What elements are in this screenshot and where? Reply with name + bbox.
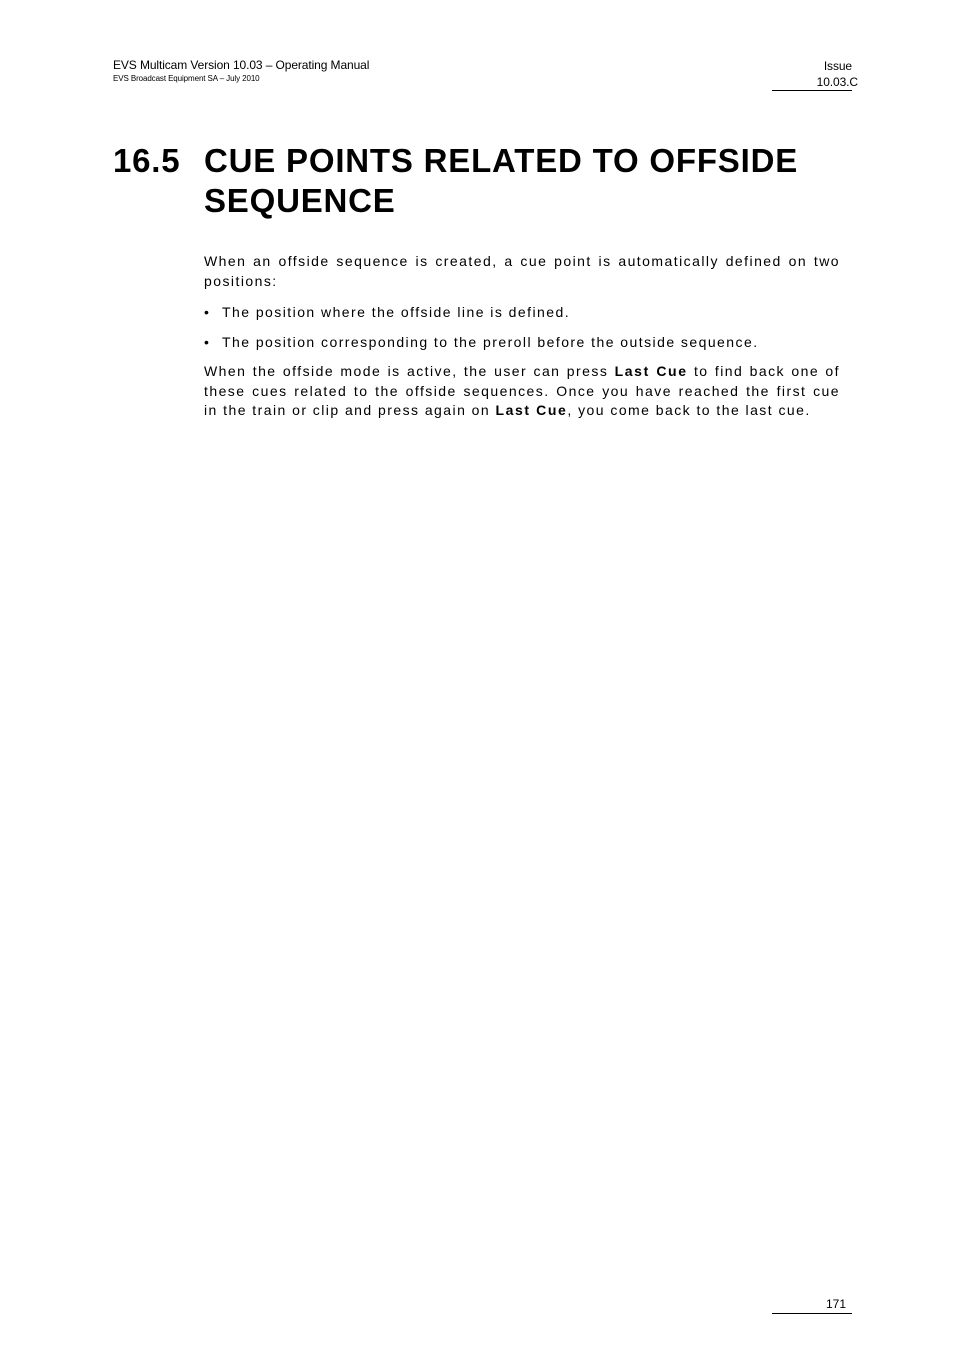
bullet-list — [204, 303, 844, 363]
last-cue-paragraph — [204, 362, 840, 421]
para2-text: When the offside mode is active, the user can press — [204, 363, 615, 379]
last-cue-keyword: Last Cue — [614, 363, 688, 379]
last-cue-keyword: Last Cue — [495, 402, 568, 418]
page-number: 171 — [825, 1297, 846, 1311]
bullet-text: The position corresponding to the preroll before the outside sequence. — [222, 334, 759, 350]
publisher-date: EVS Broadcast Equipment SA – July 2010 — [113, 74, 260, 83]
issue-block — [772, 58, 858, 90]
bullet-icon: • — [204, 304, 211, 320]
list-item — [204, 333, 844, 353]
footer-rule — [772, 1313, 852, 1314]
section-title: CUE POINTS RELATED TO OFFSIDE SEQUENCE — [204, 142, 799, 219]
header-rule — [772, 90, 852, 91]
list-item — [204, 303, 844, 323]
intro-paragraph: When an offside sequence is created, a cue point is automatically defined on two positions: — [204, 253, 840, 289]
section-number: 16.5 — [113, 142, 181, 179]
bullet-text: The position where the offside line is defined. — [222, 304, 571, 320]
issue-value: 10.03.C — [816, 75, 858, 89]
issue-label: Issue — [823, 59, 852, 73]
para2-text: , you come back to the last cue. — [567, 402, 811, 418]
manual-title: EVS Multicam Version 10.03 – Operating Manual — [113, 58, 370, 72]
para2-text: to find back one of these cues related to the offside sequences. Once you have reached the first cue in the train or clip and press again on — [204, 363, 840, 418]
bullet-icon: • — [204, 334, 211, 350]
header-left — [113, 58, 369, 84]
